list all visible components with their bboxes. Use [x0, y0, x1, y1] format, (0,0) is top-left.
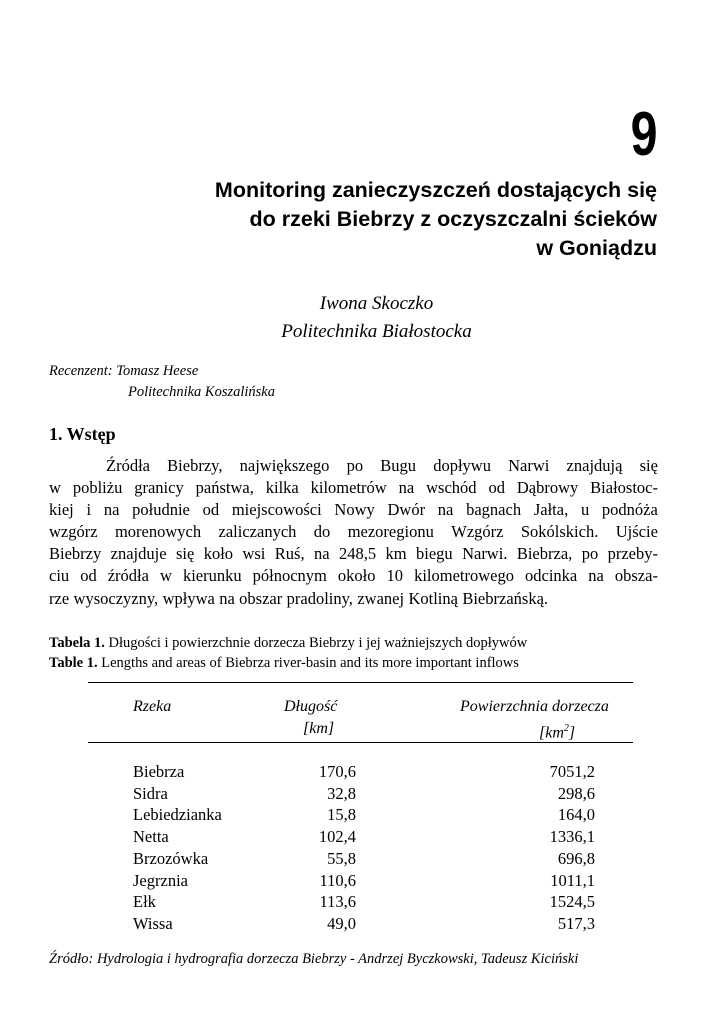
- author-affiliation: Politechnika Białostocka: [281, 321, 472, 342]
- paragraph-word: Nowy: [334, 500, 375, 520]
- paragraph-word: rze: [49, 588, 70, 608]
- paragraph-word: Białostoc-: [590, 478, 658, 498]
- paragraph-word: w: [49, 478, 61, 498]
- paragraph-word: 10: [386, 566, 404, 586]
- caption-polish-label: Tabela 1.: [49, 635, 105, 651]
- chapter-title-line: do rzeki Biebrzy z oczyszczalni ścieków: [249, 207, 657, 231]
- paragraph-word: kierunku: [182, 566, 242, 586]
- paragraph-word: północnym: [252, 566, 327, 586]
- paragraph-word: obszar: [239, 588, 283, 608]
- table-cell-area: 1524,5: [549, 892, 595, 912]
- paragraph-word: około: [337, 566, 376, 586]
- paragraph-word: Biebrzy: [49, 544, 102, 564]
- table-cell-length: 102,4: [318, 827, 356, 847]
- header-area-unit-base: [km: [539, 724, 564, 742]
- paragraph-word: kilometrów: [310, 478, 387, 498]
- caption-english: [49, 653, 527, 673]
- paragraph-word: granicy: [134, 478, 184, 498]
- paragraph-line: [49, 477, 658, 499]
- paragraph-word: podnóża: [601, 500, 658, 520]
- paragraph-word: przeby-: [607, 544, 658, 564]
- reviewer-block: [49, 361, 275, 403]
- paragraph-word: Biebrza,: [516, 544, 573, 564]
- paragraph-word: Dwór: [387, 500, 426, 520]
- paragraph-line: [49, 499, 658, 521]
- table-cell-river: Netta: [133, 827, 169, 847]
- caption-english-label: Table 1.: [49, 655, 98, 671]
- paragraph-word: zwanej: [357, 588, 405, 608]
- paragraph-word: Biebrzy,: [167, 456, 223, 475]
- paragraph-word: Dąbrowy: [516, 478, 579, 498]
- table-cell-river: Jegrznia: [133, 870, 188, 890]
- paragraph-word: wsi: [242, 544, 266, 564]
- table-cell-length: 15,8: [327, 805, 356, 825]
- paragraph-word: po: [581, 544, 599, 564]
- paragraph-word: wysoczyzny,: [73, 588, 159, 608]
- table-cell-area: 7051,2: [549, 762, 595, 781]
- paragraph-line: [49, 455, 658, 477]
- table-top-rule: [88, 682, 633, 683]
- paragraph-word: wzgórz: [49, 522, 98, 542]
- paragraph-word: koło: [203, 544, 234, 564]
- table-cell-area: 1011,1: [550, 870, 595, 890]
- header-river: Rzeka: [133, 698, 172, 715]
- paragraph-word: na: [588, 566, 604, 586]
- caption-english-text: Lengths and areas of Biebrza river-basin and its more important inflows: [97, 655, 519, 671]
- paragraph-word: Bugu: [380, 456, 417, 475]
- header-length: Długość: [284, 698, 338, 715]
- paragraph-word: południe: [132, 500, 190, 520]
- author-name: Iwona Skoczko: [319, 293, 434, 314]
- paragraph-word: kilka: [265, 478, 299, 498]
- table-cell-length: 32,8: [327, 783, 356, 803]
- paragraph-line: [49, 521, 658, 543]
- paragraph-word: w: [160, 566, 172, 586]
- chapter-title-line: w Goniądzu: [536, 236, 657, 260]
- table-cell-area: 298,6: [557, 783, 595, 803]
- paragraph-word: Jałta,: [533, 500, 569, 520]
- table-cell-river: Sidra: [133, 783, 168, 803]
- header-area-unit-close: ]: [568, 724, 576, 742]
- paragraph-word: na: [219, 588, 235, 608]
- paragraph-word: na: [313, 544, 330, 564]
- paragraph-word: Ruś,: [274, 544, 305, 564]
- paragraph-word: Narwi: [508, 456, 550, 475]
- intro-paragraph: [49, 455, 658, 610]
- header-area-unit-exponent: 2: [563, 723, 569, 734]
- paragraph-word: Biebrzańską.: [462, 588, 549, 608]
- paragraph-word: i: [86, 500, 92, 520]
- paragraph-word: od: [80, 566, 97, 586]
- table-cell-river: Ełk: [133, 892, 156, 912]
- paragraph-word: pobliżu: [72, 478, 123, 498]
- paragraph-word: biegu: [416, 544, 453, 564]
- paragraph-word: 248,5: [338, 544, 377, 564]
- chapter-number: 9: [630, 100, 657, 169]
- paragraph-word: Wzgórz: [451, 522, 504, 542]
- table-cell-length: 170,6: [318, 762, 356, 781]
- paragraph-word: źródła: [107, 566, 149, 586]
- table-cell-length: 55,8: [327, 848, 356, 868]
- paragraph-word: morenowych: [114, 522, 202, 542]
- paragraph-word: się: [639, 456, 658, 475]
- paragraph-word: od: [488, 478, 505, 498]
- section-heading: 1. Wstęp: [49, 424, 116, 444]
- paragraph-word: na: [103, 500, 120, 520]
- paragraph-word: bagnach: [466, 500, 522, 520]
- header-area-unit: [539, 718, 575, 744]
- paragraph-word: ciu: [49, 566, 70, 586]
- author-block: [0, 290, 723, 346]
- reviewer-name: Recenzent: Tomasz Heese: [49, 363, 199, 379]
- chapter-title-line: Monitoring zanieczyszczeń dostających się: [214, 178, 657, 202]
- paragraph-word: obsza-: [614, 566, 658, 586]
- paragraph-word: miejscowości: [231, 500, 322, 520]
- table-cell-river: Brzozówka: [133, 848, 209, 868]
- table-cell-length: 110,6: [319, 870, 356, 890]
- table-cell-length: 49,0: [327, 913, 356, 933]
- paragraph-word: km: [385, 544, 407, 564]
- paragraph-word: państwa,: [195, 478, 254, 498]
- paragraph-word: Sokólskich.: [520, 522, 599, 542]
- caption-polish-text: Długości i powierzchnie dorzecza Biebrzy i jej ważniejszych dopływów: [104, 635, 528, 651]
- table-cell-area: 164,0: [557, 805, 595, 825]
- table-cell-area: 517,3: [557, 913, 595, 933]
- paragraph-word: się: [175, 544, 195, 564]
- paragraph-word: od: [202, 500, 220, 520]
- paragraph-word: mezoregionu: [347, 522, 434, 542]
- header-area: Powierzchnia dorzecza: [460, 698, 609, 715]
- paragraph-word: zaliczanych: [218, 522, 297, 542]
- paragraph-word: Narwi.: [462, 544, 508, 564]
- paragraph-line: [49, 588, 658, 610]
- paragraph-word: pradoliny,: [286, 588, 353, 608]
- paragraph-word: na: [437, 500, 454, 520]
- paragraph-word: odcinka: [525, 566, 578, 586]
- paragraph-word: wschód: [426, 478, 477, 498]
- table-cell-river: Lebiedzianka: [133, 805, 222, 825]
- paragraph-word: wpływa: [162, 588, 215, 608]
- table-cell-area: 1336,1: [549, 827, 595, 847]
- paragraph-word: Ujście: [615, 522, 658, 542]
- paragraph-line: [49, 565, 658, 587]
- caption-polish: [49, 633, 527, 653]
- chapter-title: [57, 176, 657, 263]
- paragraph-word: kilometrowego: [414, 566, 514, 586]
- paragraph-word: Kotliną: [408, 588, 458, 608]
- paragraph-word: u: [580, 500, 590, 520]
- table-cell-river: Biebrza: [133, 762, 185, 781]
- source-note: Źródło: Hydrologia i hydrografia dorzecza Biebrzy - Andrzej Byczkowski, Tadeusz Kiciński: [49, 951, 579, 967]
- paragraph-word: po: [346, 456, 364, 475]
- paragraph-word: na: [398, 478, 415, 498]
- table-cell-river: Wissa: [133, 913, 173, 933]
- paragraph-word: znajduje: [110, 544, 167, 564]
- table-cell-length: 113,6: [319, 892, 356, 912]
- table-captions: [49, 633, 527, 673]
- reviewer-affiliation: Politechnika Koszalińska: [128, 384, 275, 400]
- paragraph-word: Źródła: [106, 456, 150, 475]
- table-cell-area: 696,8: [557, 848, 595, 868]
- paragraph-line: [49, 543, 658, 565]
- table-header-rule: [88, 742, 633, 743]
- paragraph-word: znajdują: [566, 456, 623, 475]
- header-length-unit: [km]: [303, 720, 335, 737]
- paragraph-word: do: [313, 522, 331, 542]
- paragraph-word: kiej: [49, 500, 74, 520]
- paragraph-word: największego: [239, 456, 330, 475]
- paragraph-word: dopływu: [433, 456, 491, 475]
